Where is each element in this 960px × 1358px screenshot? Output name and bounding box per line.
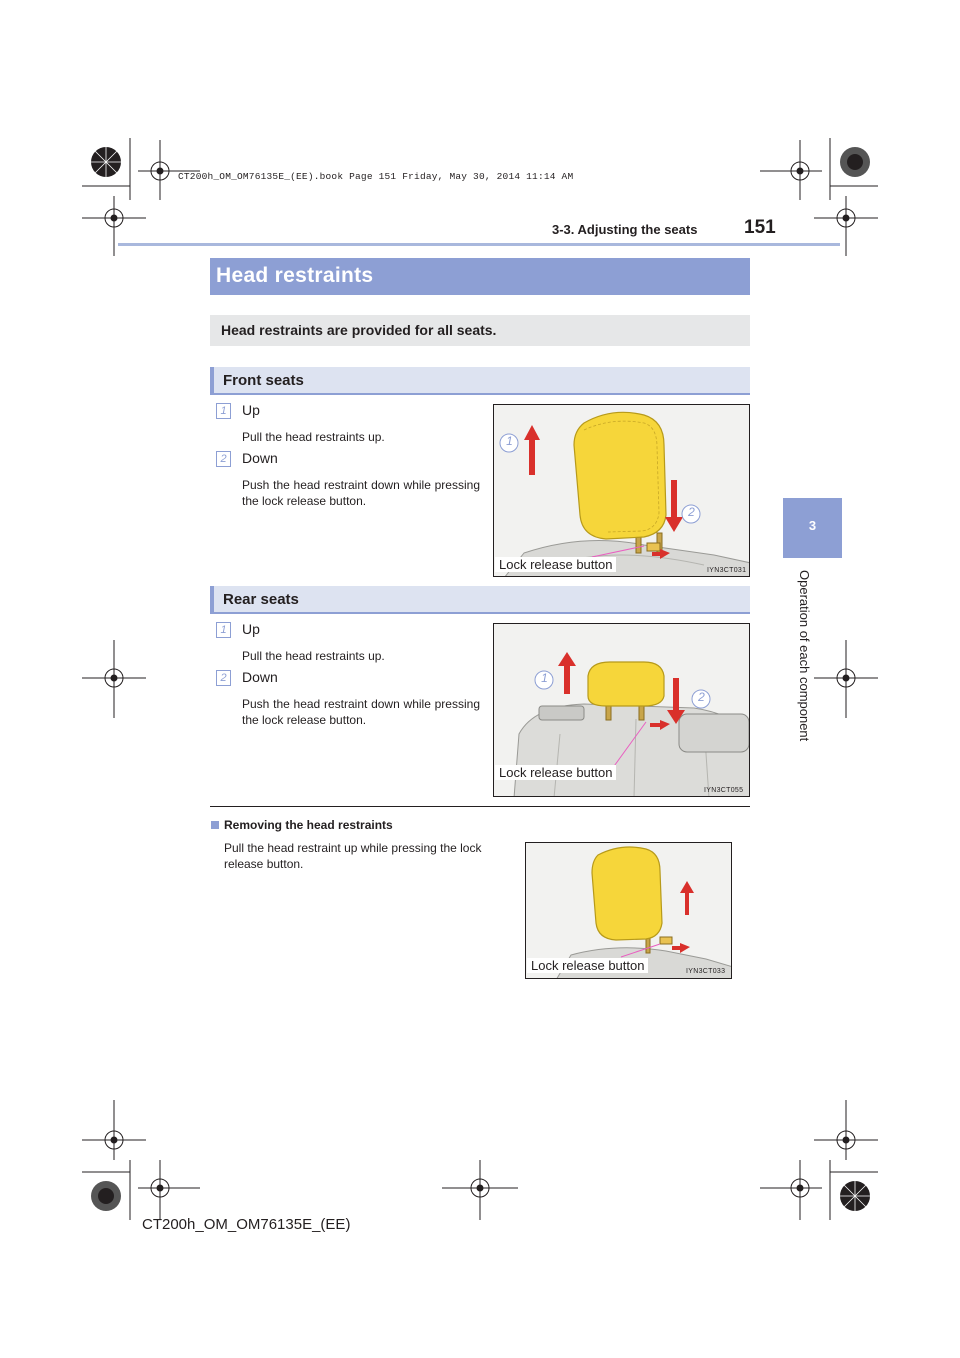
callout-2: 2 (698, 690, 705, 704)
intro-box (210, 315, 750, 346)
rear-seats-heading: Rear seats (223, 591, 299, 608)
front-seats-heading-bar (210, 367, 750, 395)
callout-2: 2 (688, 505, 695, 519)
lock-release-button-label: Lock release button (495, 557, 616, 572)
front-headrest-illustration (494, 405, 750, 577)
figure-code: IYN3CT055 (704, 787, 744, 794)
rear-down-label: Down (242, 669, 278, 685)
step-number-badge: 2 (216, 451, 231, 467)
lock-release-button-label: Lock release button (527, 958, 648, 973)
intro-text: Head restraints are provided for all seats. (221, 322, 497, 338)
front-down-desc: Push the head restraint down while pressing the lock release button. (242, 478, 480, 508)
callout-1: 1 (541, 671, 548, 685)
rear-seats-heading-bar (210, 586, 750, 614)
footer-document-id: CT200h_OM_OM76135E_(EE) (142, 1216, 351, 1233)
rear-down-desc: Push the head restraint down while pressing the lock release button. (242, 697, 480, 727)
chapter-tab (783, 498, 842, 558)
figure-code: IYN3CT033 (686, 968, 726, 975)
page-title: Head restraints (216, 264, 374, 287)
chapter-number: 3 (808, 518, 817, 533)
lock-release-button-label: Lock release button (495, 765, 616, 780)
front-seats-heading: Front seats (223, 372, 304, 389)
header-rule (118, 243, 840, 246)
step-number-badge: 2 (216, 670, 231, 686)
front-up-desc: Pull the head restraints up. (242, 430, 385, 444)
callout-1: 1 (506, 434, 513, 448)
page-title-bar (210, 258, 750, 295)
removing-heading: Removing the head restraints (224, 818, 393, 832)
step-number-badge: 1 (216, 622, 231, 638)
book-info-line: CT200h_OM_OM76135E_(EE).book Page 151 Friday, May 30, 2014 11:14 AM (178, 171, 574, 182)
step-number-badge: 1 (216, 403, 231, 419)
page-number: 151 (744, 217, 776, 238)
section-header: 3-3. Adjusting the seats (552, 222, 698, 237)
front-down-label: Down (242, 450, 278, 466)
front-up-label: Up (242, 402, 260, 418)
removing-figure (525, 842, 732, 979)
rear-up-label: Up (242, 621, 260, 637)
rear-seat-figure (493, 623, 750, 797)
bullet-square-icon (211, 821, 219, 829)
rear-up-desc: Pull the head restraints up. (242, 649, 385, 663)
removing-body: Pull the head restraint up while pressing the lock release button. (224, 841, 482, 871)
front-seat-figure (493, 404, 750, 577)
section-separator (210, 806, 750, 807)
figure-code: IYN3CT031 (707, 567, 747, 574)
chapter-title: Operation of each component (797, 570, 812, 742)
